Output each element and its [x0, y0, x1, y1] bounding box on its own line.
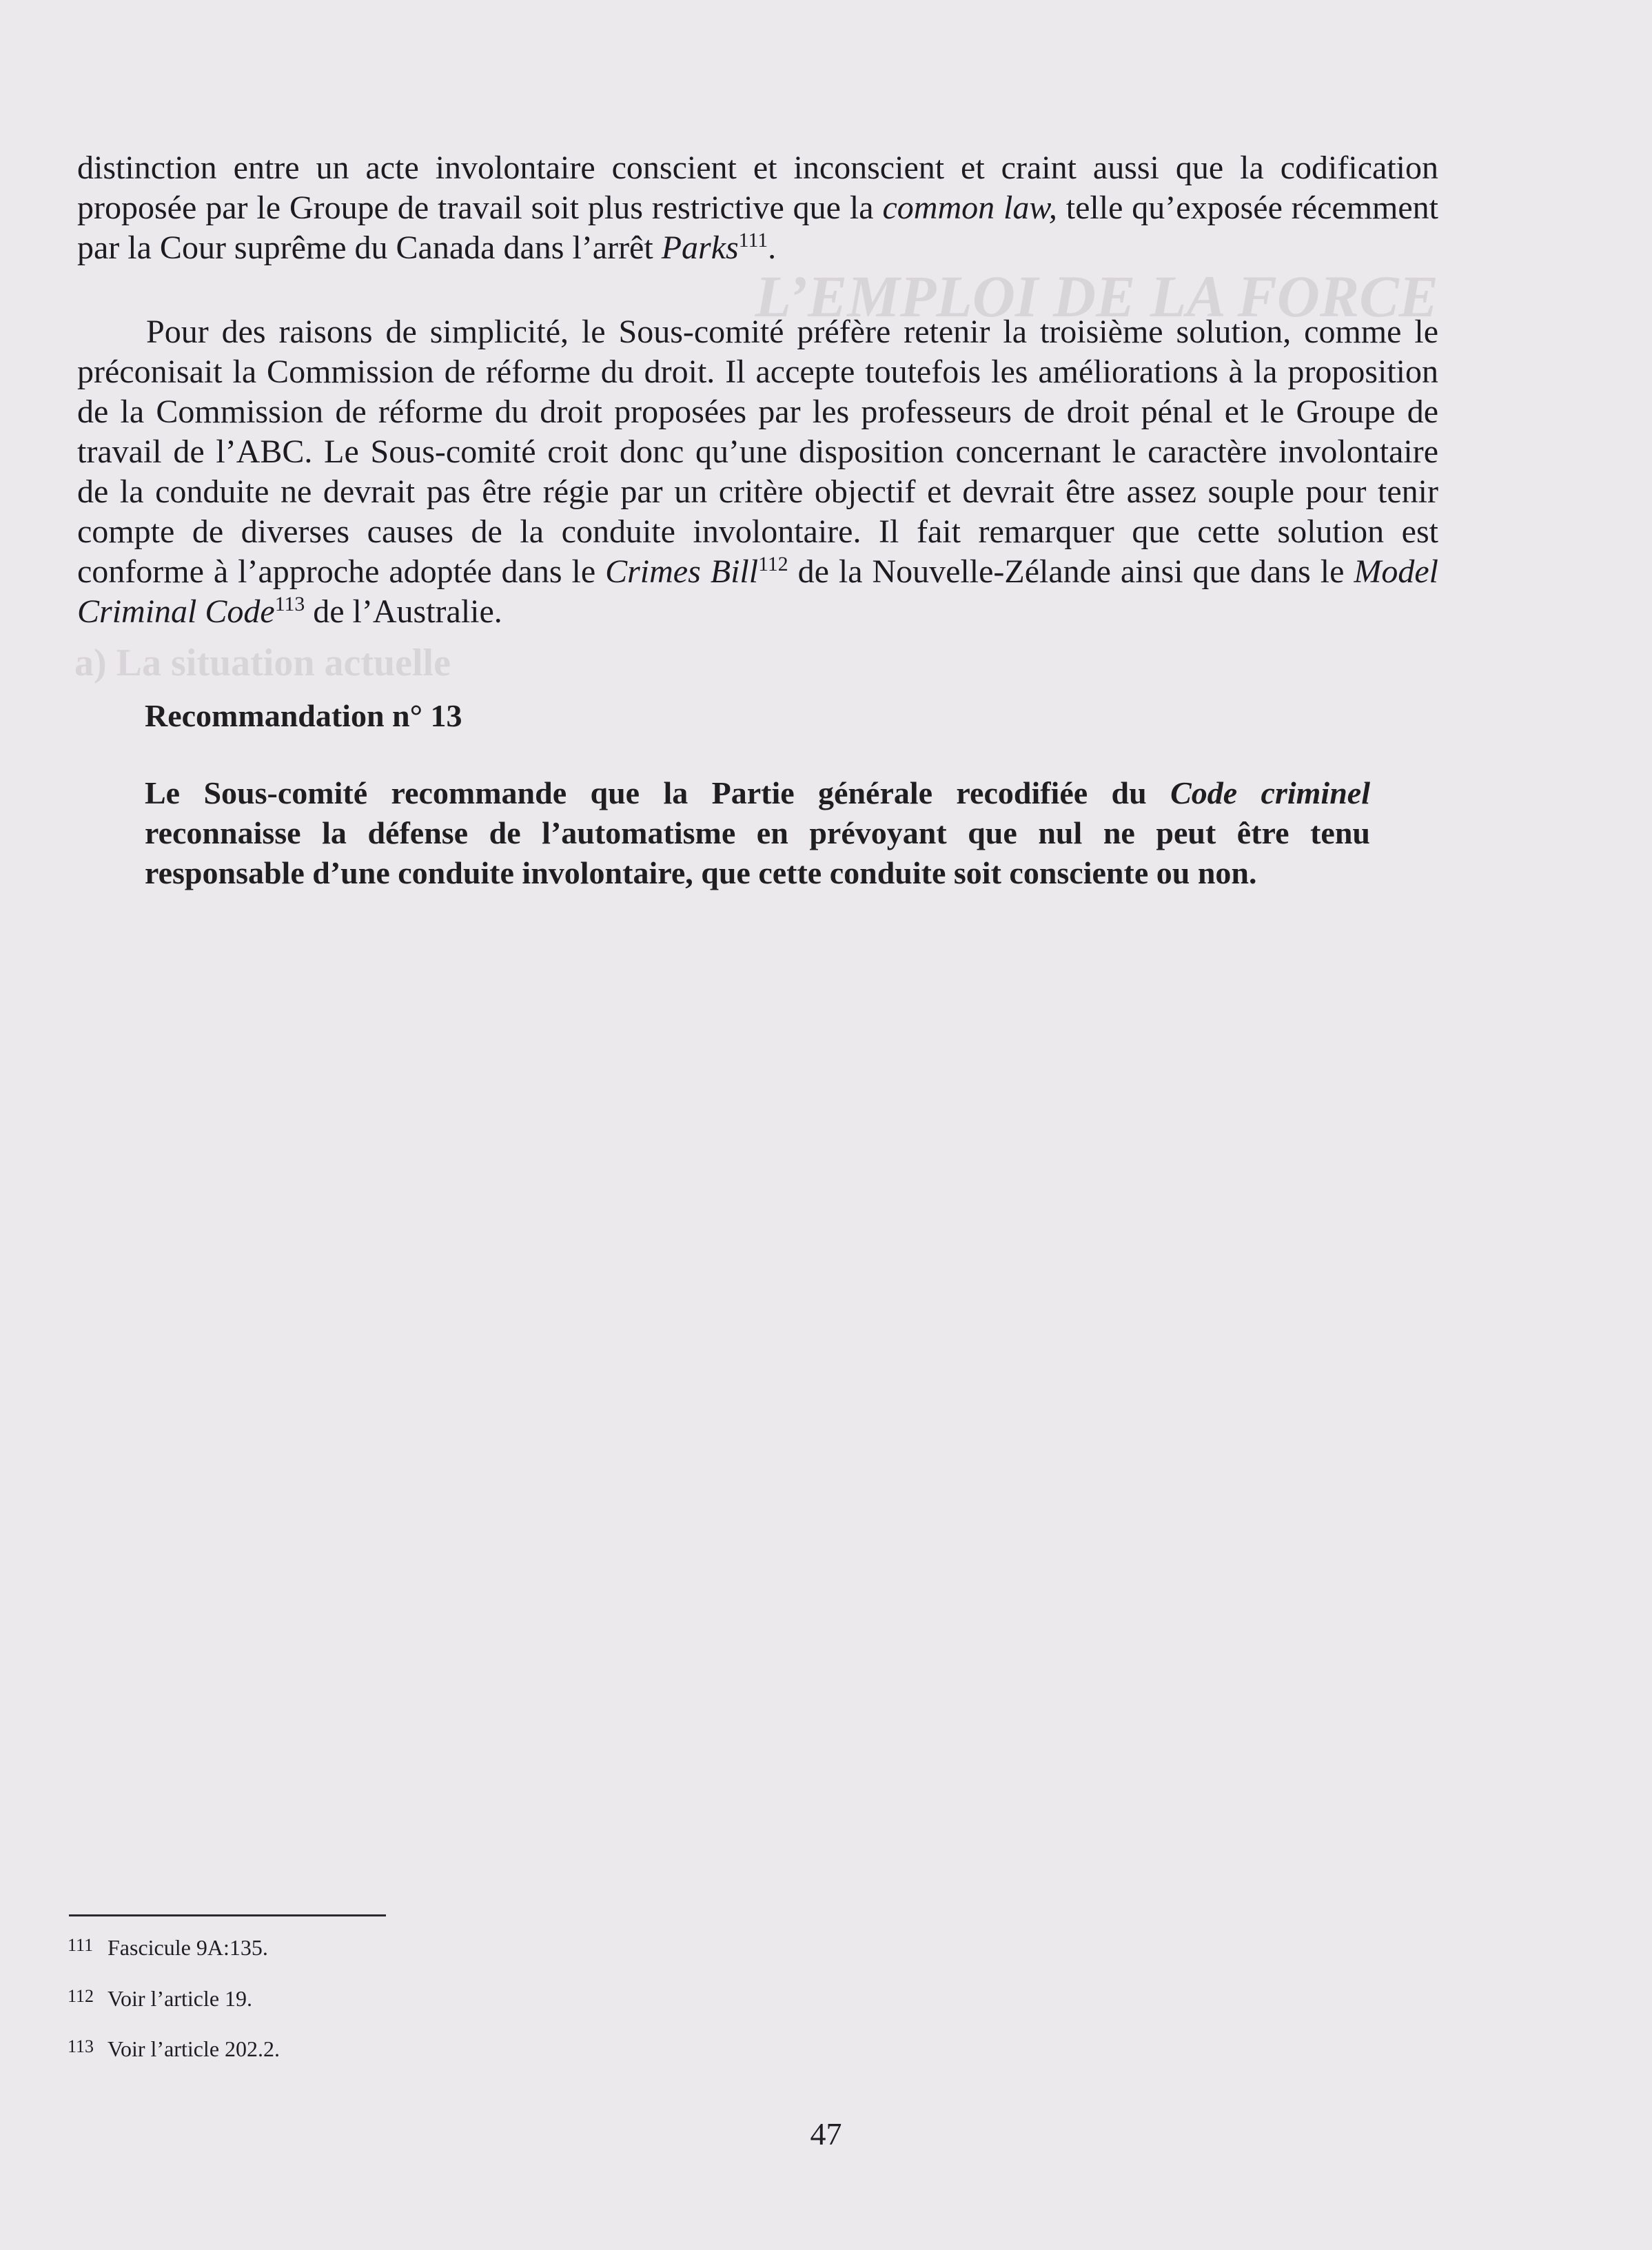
- footnote-111: [68, 1932, 268, 1961]
- paragraph-2-italic-crimes-bill: Crimes Bill: [605, 553, 759, 590]
- footnote-112: [68, 1983, 252, 2012]
- paragraph-1-italic-parks: Parks: [661, 229, 739, 266]
- recommendation-text: [145, 773, 1370, 893]
- footnote-divider: [69, 1914, 386, 1916]
- recommendation-italic-code-criminel: Code criminel: [1170, 775, 1370, 810]
- footnote-text: Voir l’article 202.2.: [108, 2036, 281, 2061]
- paragraph-2-text-b: de la Nouvelle-Zélande ainsi que dans le: [788, 553, 1354, 590]
- footnote-text: Voir l’article 19.: [108, 1986, 253, 2011]
- footnote-ref-111[interactable]: 111: [738, 229, 768, 252]
- paragraph-2: [77, 312, 1438, 632]
- show-through-heading: L’EMPLOI DE LA FORCE: [755, 263, 1438, 329]
- paragraph-1: [77, 148, 1438, 268]
- footnote-ref-113[interactable]: 113: [274, 593, 305, 615]
- recommendation-title: Recommandation n° 13: [145, 698, 462, 733]
- recommendation-text-a: Le Sous-comité recommande que la Partie générale recodifiée du: [145, 775, 1171, 810]
- paragraph-1-italic-common-law: common law,: [882, 190, 1057, 226]
- footnote-ref-112[interactable]: 112: [758, 553, 788, 575]
- paragraph-2-text-a: Pour des raisons de simplicité, le Sous-comité préfère retenir la troisième solution, comme le préconisait la Commission de réforme du droit. Il accepte toutefois les améliorations à la proposition de la Commission de réforme du droit proposées par les professeurs de droit pénal et le Groupe de travail de l’ABC. Le Sous-comité croit donc qu’une disposition concernant le caractère involontaire de la conduite ne devrait pas être régie par un critère objectif et devrait être assez souple pour tenir compte de diverses causes de la conduite involontaire. Il fait remarquer que cette solution est conforme à l’approche adoptée dans le: [77, 314, 1438, 590]
- paragraph-2-text-c: de l’Australie.: [305, 593, 502, 630]
- paragraph-1-text-b: telle qu’exposée récemment par la Cour suprême du Canada dans l’arrêt: [77, 190, 1439, 266]
- page-number: 47: [810, 2116, 842, 2151]
- footnote-text: Fascicule 9A:135.: [108, 1935, 268, 1960]
- footnote-number: 112: [68, 1986, 94, 2006]
- footnote-number: 111: [68, 1935, 94, 1955]
- show-through-subheading: a) La situation actuelle: [74, 642, 451, 684]
- paragraph-2-italic-model-criminal-code: Model Criminal Code: [77, 553, 1439, 630]
- footnote-113: [68, 2033, 280, 2063]
- paragraph-1-text-c: .: [768, 229, 777, 266]
- footnote-number: 113: [68, 2036, 94, 2056]
- recommendation-text-b: reconnaisse la défense de l’automatisme en prévoyant que nul ne peut être tenu responsable d’une conduite involontaire, que cette conduite soit consciente ou non.: [145, 815, 1370, 890]
- paragraph-1-text-a: distinction entre un acte involontaire conscient et inconscient et craint aussi que la codification proposée par le Groupe de travail soit plus restrictive que la: [77, 150, 1438, 226]
